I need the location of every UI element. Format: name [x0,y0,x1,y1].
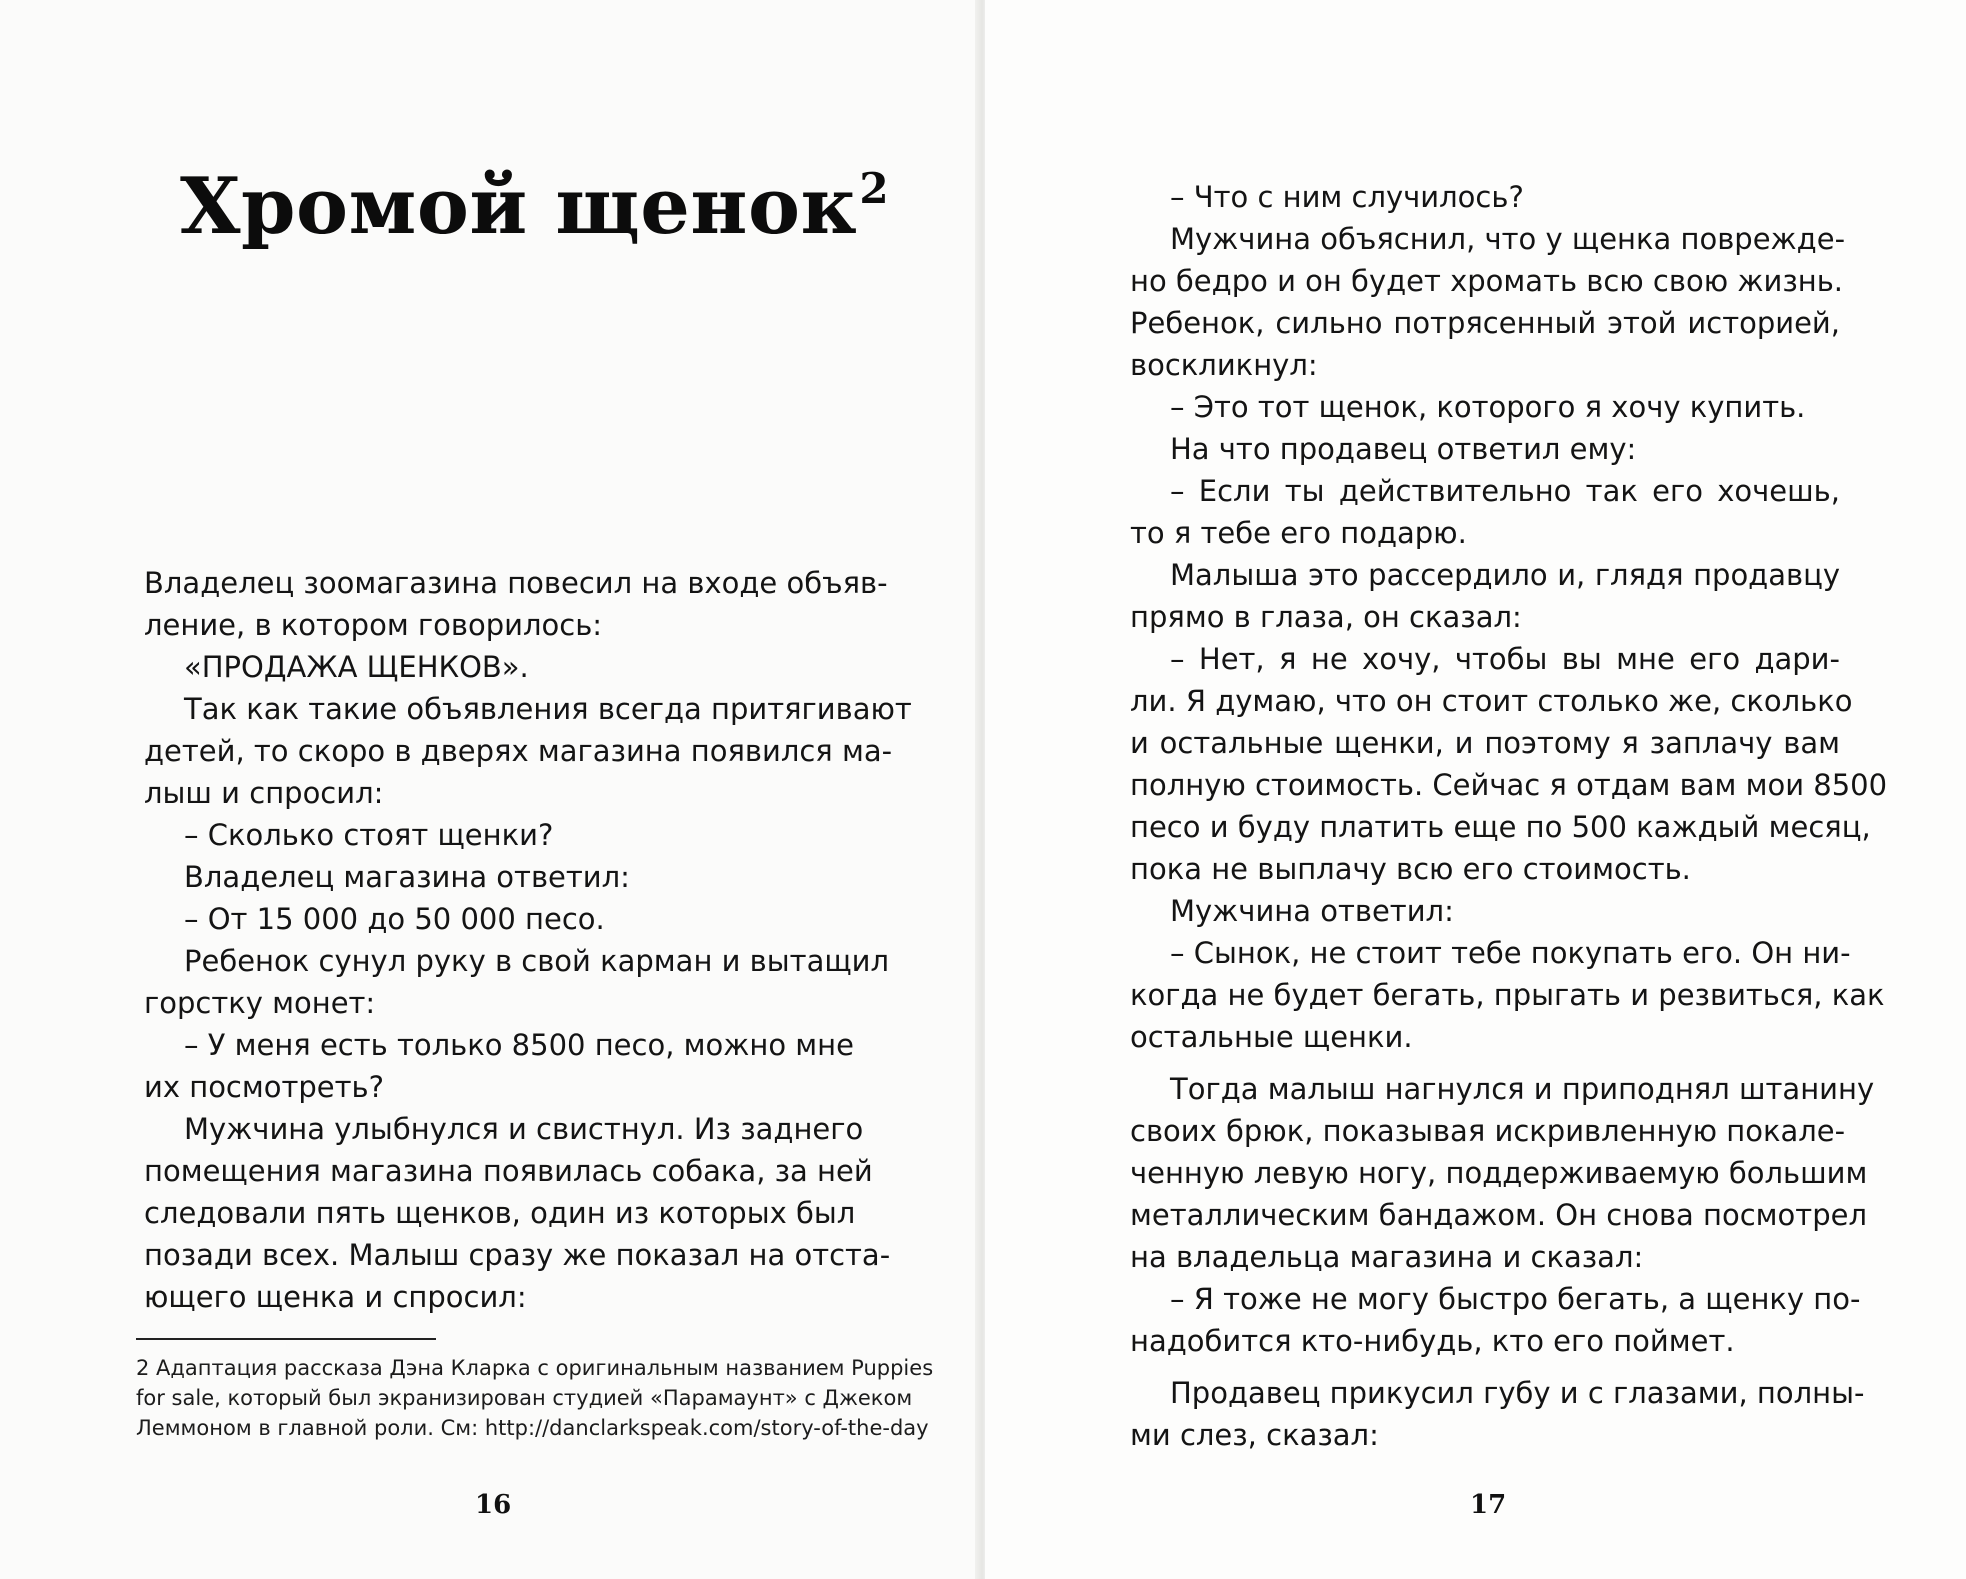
page-number: 17 [1470,1490,1507,1520]
text-line: Мужчина улыбнулся и свистнул. Из заднего [184,1112,864,1146]
text-line: Мужчина объяснил, что у щенка поврежде- [1170,222,1846,256]
text-line: ченную левую ногу, поддерживаемую большим [1130,1156,1868,1190]
text-line: Владелец магазина ответил: [184,860,630,894]
text-line: их посмотреть? [144,1070,385,1104]
text-line: – Я тоже не могу быстро бегать, а щенку по- [1170,1282,1861,1316]
text-line: – Сынок, не стоит тебе покупать его. Он ни- [1170,936,1851,970]
text-line: На что продавец ответил ему: [1170,432,1637,466]
text-line: горстку монет: [144,986,376,1020]
page-number: 16 [475,1490,512,1520]
text-line: Мужчина ответил: [1170,894,1454,928]
text-line: воскликнул: [1130,348,1318,382]
text-line: – У меня есть только 8500 песо, можно мне [184,1028,854,1062]
text-line: следовали пять щенков, один из которых был [144,1196,856,1230]
text-line: детей, то скоро в дверях магазина появился ма- [144,734,893,768]
text-line: Владелец зоомагазина повесил на входе объяв- [144,566,888,600]
left-body-text [144,562,912,1318]
text-line: на владельца магазина и сказал: [1130,1240,1644,1274]
footnote-divider [136,1338,436,1340]
text-line: – Это тот щенок, которого я хочу купить. [1170,390,1806,424]
footnote-line: 2 Адаптация рассказа Дэна Кларка с оригинальным названием Puppies [136,1356,934,1380]
chapter-title: Хромой щенок$^2$ [180,161,890,252]
text-line: и остальные щенки, и поэтому я заплачу вам [1130,726,1840,760]
text-line: ление, в котором говорилось: [144,608,603,642]
text-line: – Нет, я не хочу, чтобы вы мне его дари- [1170,642,1840,676]
text-line: «ПРОДАЖА ЩЕНКОВ». [184,650,529,684]
right-page [985,0,1966,1579]
text-line: Продавец прикусил губу и с глазами, полны- [1170,1376,1865,1410]
text-line: – Сколько стоят щенки? [184,818,554,852]
text-line: – Если ты действительно так его хочешь, [1170,474,1840,508]
right-body-text [1130,176,1888,1456]
footnote-line: Леммоном в главной роли. См: http://danclarkspeak.com/story-of-the-day [136,1416,929,1440]
text-line: пока не выплачу всю его стоимость. [1130,852,1691,886]
text-line: надобится кто-нибудь, кто его поймет. [1130,1324,1735,1358]
footnote [136,1353,934,1443]
text-line: Так как такие объявления всегда притягивают [184,692,912,726]
text-line: Тогда малыш нагнулся и приподнял штанину [1170,1072,1875,1106]
footnote-mark: 2 [859,164,890,213]
text-line: ли. Я думаю, что он стоит столько же, сколько [1130,684,1853,718]
text-line: – Что с ним случилось? [1170,180,1524,214]
text-line: то я тебе его подарю. [1130,516,1467,550]
footnote-line: for sale, который был экранизирован студией «Парамаунт» с Джеком [136,1386,913,1410]
text-line: но бедро и он будет хромать всю свою жизнь. [1130,264,1844,298]
text-line: остальные щенки. [1130,1020,1413,1054]
text-line: своих брюк, показывая искривленную покале- [1130,1114,1846,1148]
text-line: полную стоимость. Сейчас я отдам вам мои 8500 [1130,768,1888,802]
text-line: Малыша это рассердило и, глядя продавцу [1170,558,1840,592]
text-line: ми слез, сказал: [1130,1418,1379,1452]
text-line: позади всех. Малыш сразу же показал на отста- [144,1238,891,1272]
text-line: Ребенок, сильно потрясенный этой историей, [1130,306,1840,340]
text-line: лыш и спросил: [144,776,384,810]
text-line: помещения магазина появилась собака, за ней [144,1154,873,1188]
text-line: когда не будет бегать, прыгать и резвиться, как [1130,978,1885,1012]
left-page [0,0,980,1579]
text-line: металлическим бандажом. Он снова посмотрел [1130,1198,1867,1232]
text-line: прямо в глаза, он сказал: [1130,600,1522,634]
text-line: ющего щенка и спросил: [144,1280,527,1314]
text-line: Ребенок сунул руку в свой карман и вытащил [184,944,890,978]
text-line: – От 15 000 до 50 000 песо. [184,902,605,936]
text-line: песо и буду платить еще по 500 каждый месяц, [1130,810,1871,844]
